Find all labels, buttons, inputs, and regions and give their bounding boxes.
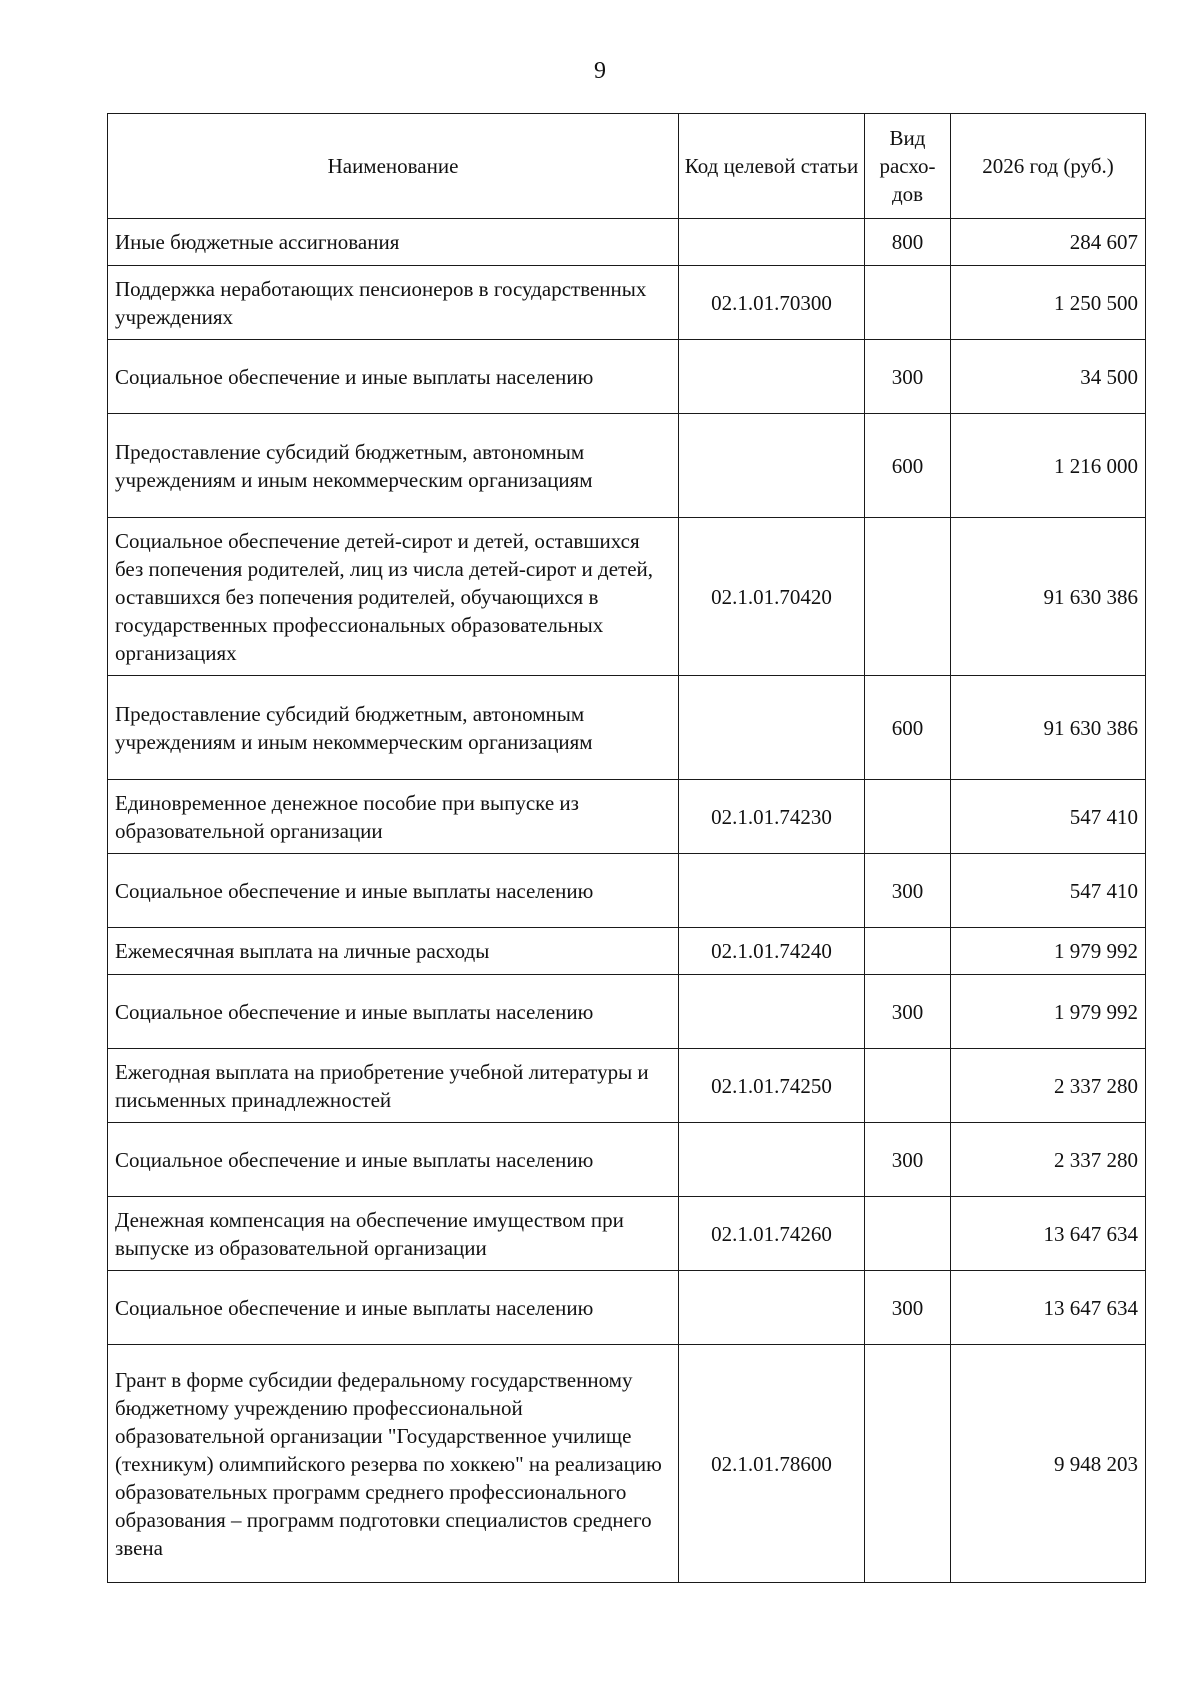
table-row: [108, 854, 1146, 928]
row-name: Поддержка неработающих пенсионеров в государственных учреждениях: [108, 266, 679, 340]
row-amount: 13 647 634: [951, 1197, 1146, 1271]
row-type: 300: [865, 340, 951, 414]
row-amount: 9 948 203: [951, 1345, 1146, 1583]
row-type: [865, 780, 951, 854]
row-code: [679, 219, 865, 266]
row-code: [679, 340, 865, 414]
row-amount: 91 630 386: [951, 676, 1146, 780]
table-row: [108, 676, 1146, 780]
row-name: Социальное обеспечение детей-сирот и детей, оставшихся без попечения родителей, лиц из числа детей-сирот и детей, оставшихся без попечения родителей, обучающихся в государственных профессиональных образовательных организациях: [108, 518, 679, 676]
table-row: [108, 1049, 1146, 1123]
row-amount: 1 979 992: [951, 928, 1146, 975]
row-type: [865, 1049, 951, 1123]
row-code: [679, 676, 865, 780]
row-code: [679, 1271, 865, 1345]
table-row: [108, 1123, 1146, 1197]
row-code: [679, 975, 865, 1049]
row-amount: 34 500: [951, 340, 1146, 414]
table-row: [108, 1345, 1146, 1583]
row-code: 02.1.01.78600: [679, 1345, 865, 1583]
table-row: [108, 219, 1146, 266]
row-amount: 547 410: [951, 854, 1146, 928]
row-name: Денежная компенсация на обеспечение имуществом при выпуске из образовательной организации: [108, 1197, 679, 1271]
row-type: 800: [865, 219, 951, 266]
row-type: 300: [865, 975, 951, 1049]
row-name: Социальное обеспечение и иные выплаты населению: [108, 975, 679, 1049]
row-code: 02.1.01.74260: [679, 1197, 865, 1271]
row-code: 02.1.01.74240: [679, 928, 865, 975]
table-row: [108, 266, 1146, 340]
row-amount: 2 337 280: [951, 1123, 1146, 1197]
row-amount: 547 410: [951, 780, 1146, 854]
row-amount: 13 647 634: [951, 1271, 1146, 1345]
row-code: 02.1.01.74230: [679, 780, 865, 854]
row-type: [865, 1345, 951, 1583]
row-name: Грант в форме субсидии федеральному государственному бюджетному учреждению профессиональной образовательной организации "Государственное училище (техникум) олимпийского резерва по хоккею" на реализацию образовательных программ среднего профессионального образования – программ подготовки специалистов среднего звена: [108, 1345, 679, 1583]
row-type: 300: [865, 1271, 951, 1345]
row-type: [865, 266, 951, 340]
row-name: Социальное обеспечение и иные выплаты населению: [108, 1271, 679, 1345]
table-header-row: [108, 114, 1146, 219]
row-name: Иные бюджетные ассигнования: [108, 219, 679, 266]
header-amount: 2026 год (руб.): [951, 114, 1146, 219]
row-amount: 1 216 000: [951, 414, 1146, 518]
row-code: 02.1.01.70420: [679, 518, 865, 676]
row-amount: 1 250 500: [951, 266, 1146, 340]
row-type: [865, 928, 951, 975]
row-type: [865, 518, 951, 676]
row-type: 600: [865, 414, 951, 518]
row-code: [679, 1123, 865, 1197]
budget-table: [107, 113, 1146, 1583]
row-code: [679, 854, 865, 928]
header-name: Наименование: [108, 114, 679, 219]
row-amount: 284 607: [951, 219, 1146, 266]
row-code: 02.1.01.74250: [679, 1049, 865, 1123]
row-name: Ежемесячная выплата на личные расходы: [108, 928, 679, 975]
row-name: Социальное обеспечение и иные выплаты населению: [108, 854, 679, 928]
page-number: 9: [594, 58, 606, 84]
table-row: [108, 928, 1146, 975]
row-amount: 91 630 386: [951, 518, 1146, 676]
row-name: Социальное обеспечение и иные выплаты населению: [108, 340, 679, 414]
row-code: [679, 414, 865, 518]
row-amount: 2 337 280: [951, 1049, 1146, 1123]
row-type: 600: [865, 676, 951, 780]
table-row: [108, 780, 1146, 854]
table-row: [108, 518, 1146, 676]
row-name: Предоставление субсидий бюджетным, автономным учреждениям и иным некоммерческим организациям: [108, 676, 679, 780]
row-type: 300: [865, 854, 951, 928]
row-name: Единовременное денежное пособие при выпуске из образовательной организации: [108, 780, 679, 854]
row-name: Ежегодная выплата на приобретение учебной литературы и письменных принадлежностей: [108, 1049, 679, 1123]
row-code: 02.1.01.70300: [679, 266, 865, 340]
table-row: [108, 975, 1146, 1049]
row-amount: 1 979 992: [951, 975, 1146, 1049]
header-code: Код целевой статьи: [679, 114, 865, 219]
row-name: Социальное обеспечение и иные выплаты населению: [108, 1123, 679, 1197]
row-type: 300: [865, 1123, 951, 1197]
row-name: Предоставление субсидий бюджетным, автономным учреждениям и иным некоммерческим организациям: [108, 414, 679, 518]
table-row: [108, 1197, 1146, 1271]
table-row: [108, 1271, 1146, 1345]
table-row: [108, 414, 1146, 518]
header-type: Вид расхо-дов: [865, 114, 951, 219]
table-row: [108, 340, 1146, 414]
row-type: [865, 1197, 951, 1271]
